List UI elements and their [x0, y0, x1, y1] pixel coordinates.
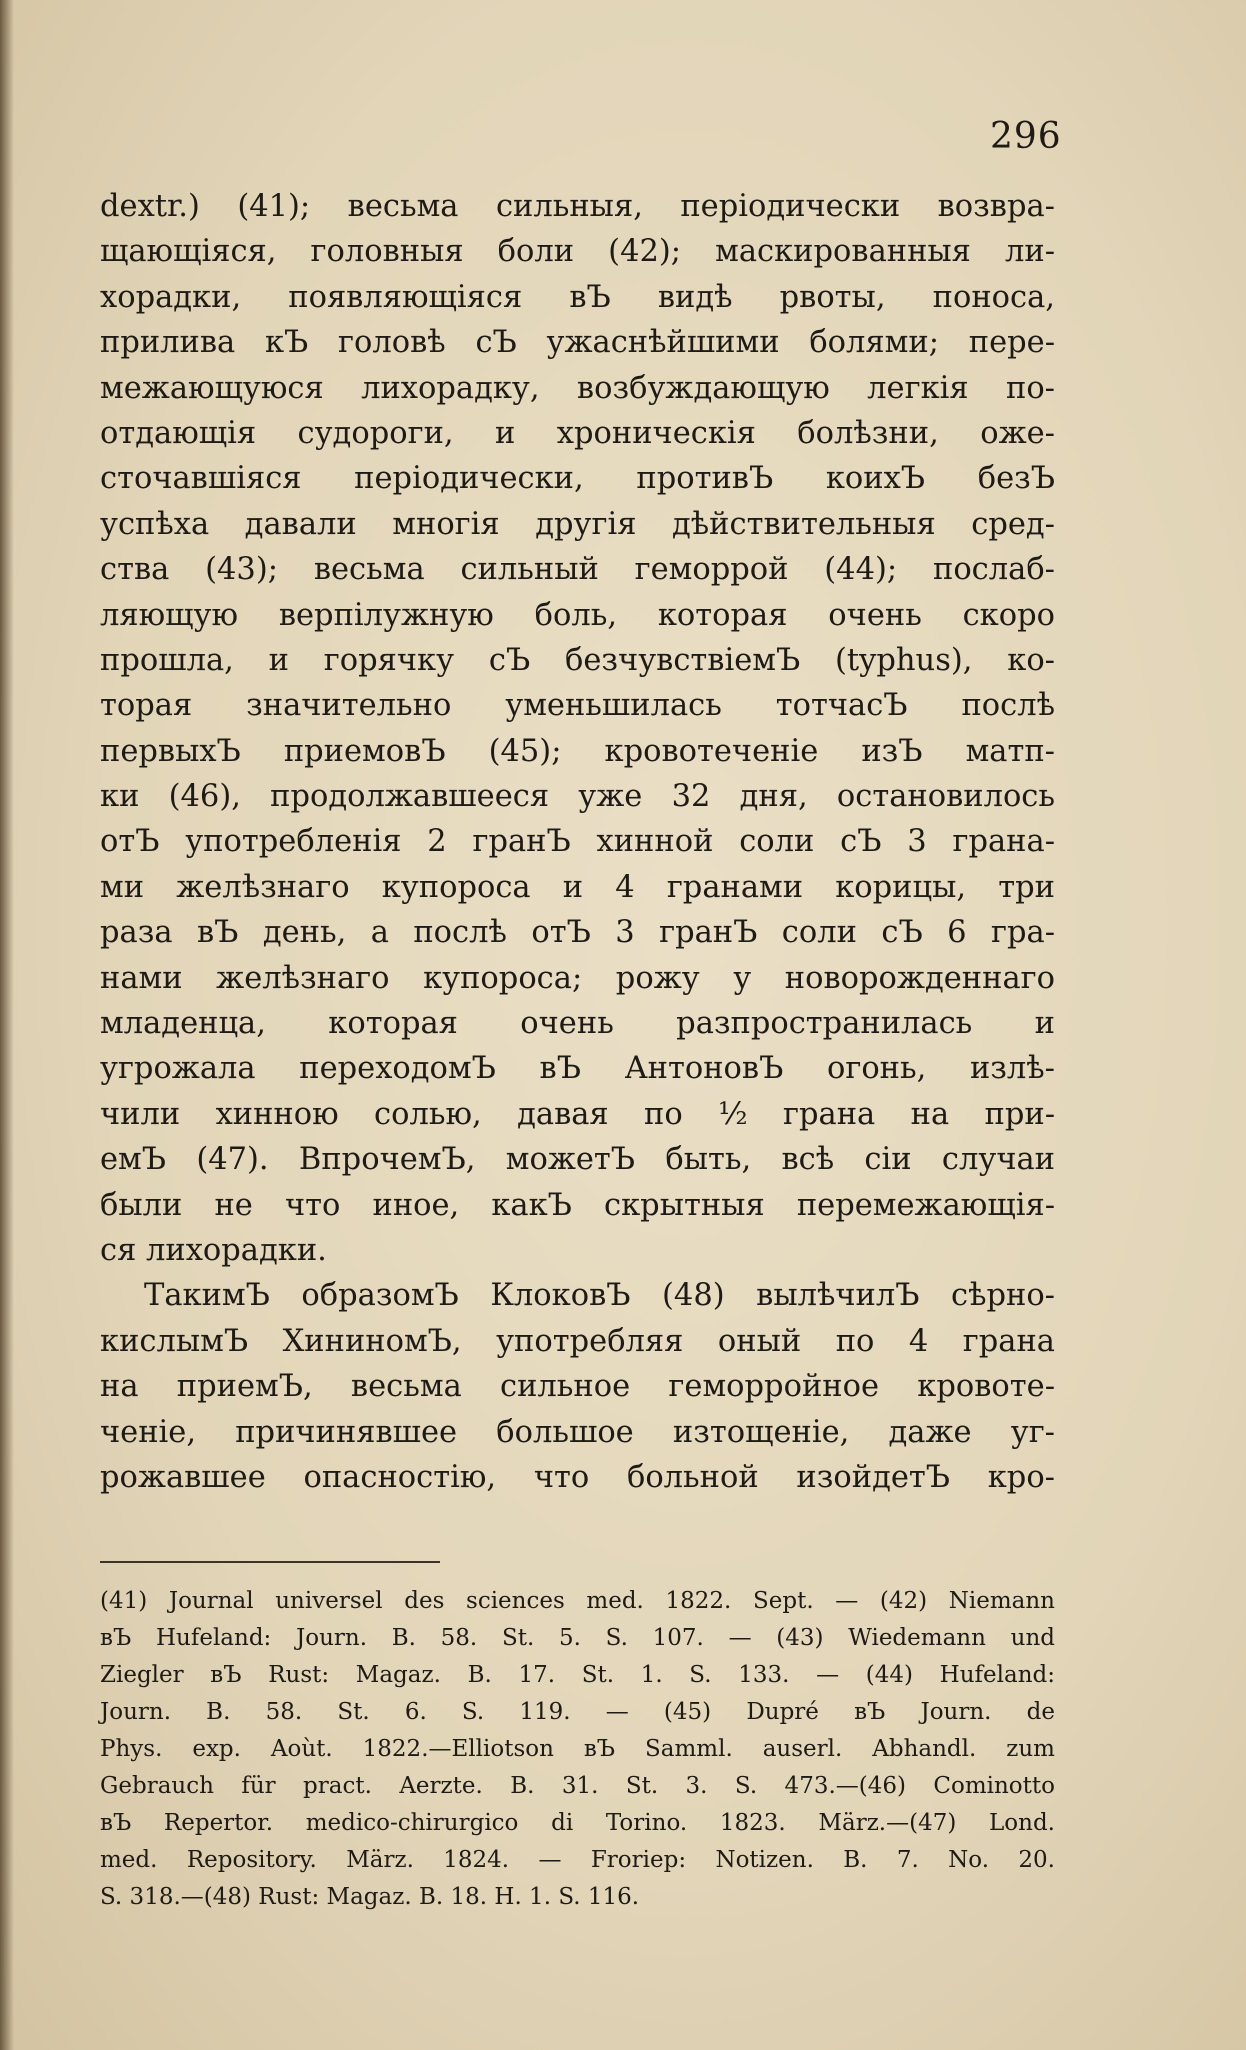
footnote-line: med. Repository. März. 1824. — Froriep: Notizen. B. 7. No. 20. — [100, 1847, 1055, 1873]
text-line: были не что иное, какЪ скрытныя перемежающія- — [100, 1187, 1055, 1223]
text-line: отдающія судороги, и хроническія болѣзни, оже- — [100, 415, 1055, 451]
footnote-line: Ziegler вЪ Rust: Magaz. B. 17. St. 1. S. 133. — (44) Hufeland: — [100, 1662, 1055, 1688]
text-line: dextr.) (41); весьма сильныя, періодически возвра- — [100, 189, 1055, 224]
text-line: угрожала переходомЪ вЪ АнтоновЪ огонь, излѣ- — [100, 1051, 1055, 1087]
text-line: прошла, и горячку сЪ безчувствіемЪ (typhus), ко- — [100, 642, 1055, 678]
text-line: хорадки, появляющіяся вЪ видѣ рвоты, поноса, — [100, 279, 1055, 315]
text-line-paragraph-end: ся лихорадки. — [100, 1232, 327, 1268]
text-line: рожавшее опасностію, что больной изойдетЪ кро- — [100, 1459, 1055, 1495]
text-line: прилива кЪ головѣ сЪ ужаснѣйшими болями; пере- — [100, 325, 1055, 361]
text-line: торая значительно уменьшилась тотчасЪ послѣ — [100, 688, 1055, 724]
footnote-line: S. 318.—(48) Rust: Magaz. B. 18. H. 1. S. 116. — [100, 1884, 640, 1910]
text-line: нами желѣзнаго купороса; рожу у новорожденнаго — [100, 960, 1055, 996]
footnote-line: вЪ Repertor. medico-chirurgico di Torino. 1823. März.—(47) Lond. — [100, 1810, 1055, 1836]
text-line: отЪ употребленія 2 гранЪ хинной соли сЪ 3 грана- — [100, 824, 1055, 860]
text-line: на приемЪ, весьма сильное геморройное кровоте- — [100, 1369, 1055, 1405]
text-line: чили хинною солью, давая по ½ грана на при- — [100, 1096, 1055, 1132]
text-line: емЪ (47). ВпрочемЪ, можетЪ быть, всѣ сіи случаи — [100, 1142, 1055, 1178]
text-line: ченіе, причинявшее большое изтощеніе, даже уг- — [100, 1414, 1055, 1450]
text-line: ми желѣзнаго купороса и 4 гранами корицы, три — [100, 869, 1055, 905]
text-line: щающіяся, головныя боли (42); маскированныя ли- — [100, 234, 1055, 270]
text-line: ки (46), продолжавшееся уже 32 дня, остановилось — [100, 779, 1055, 815]
page-number: 296 — [990, 116, 1062, 157]
footnotes — [100, 1583, 1055, 1916]
footnote-line: Journ. B. 58. St. 6. S. 119. — (45) Dupré вЪ Journ. de — [100, 1699, 1055, 1725]
text-line: ства (43); весьма сильный геморрой (44); послаб- — [100, 552, 1055, 588]
text-line: межающуюся лихорадку, возбуждающую легкія по- — [100, 370, 1055, 406]
text-line: кислымЪ ХининомЪ, употребляя оный по 4 грана — [100, 1323, 1055, 1359]
text-line: ляющую верпілужную боль, которая очень скоро — [100, 597, 1055, 633]
footnote-line: вЪ Hufeland: Journ. B. 58. St. 5. S. 107. — (43) Wiedemann und — [100, 1625, 1055, 1651]
text-line: успѣха давали многія другія дѣйствительныя сред- — [100, 506, 1055, 542]
footnote-line: Gebrauch für pract. Aerzte. B. 31. St. 3. S. 473.—(46) Cominotto — [100, 1773, 1055, 1799]
text-line: первыхЪ приемовЪ (45); кровотеченіе изЪ матп- — [100, 733, 1055, 769]
text-line: младенца, которая очень разпространилась и — [100, 1006, 1055, 1042]
footnote-divider — [100, 1561, 440, 1563]
page-binding-shadow — [0, 0, 14, 2050]
footnote-line: Phys. exp. Aoùt. 1822.—Elliotson вЪ Samml. auserl. Abhandl. zum — [100, 1736, 1055, 1762]
text-line: сточавшіяся періодически, противЪ коихЪ безЪ — [100, 461, 1055, 497]
text-line-paragraph-start: ТакимЪ образомЪ КлоковЪ (48) вылѣчилЪ сѣрно- — [144, 1278, 1055, 1314]
main-text — [100, 184, 1055, 1500]
footnote-line: (41) Journal universel des sciences med. 1822. Sept. — (42) Niemann — [100, 1588, 1055, 1614]
text-line: раза вЪ день, а послѣ отЪ 3 гранЪ соли сЪ 6 гра- — [100, 915, 1055, 951]
